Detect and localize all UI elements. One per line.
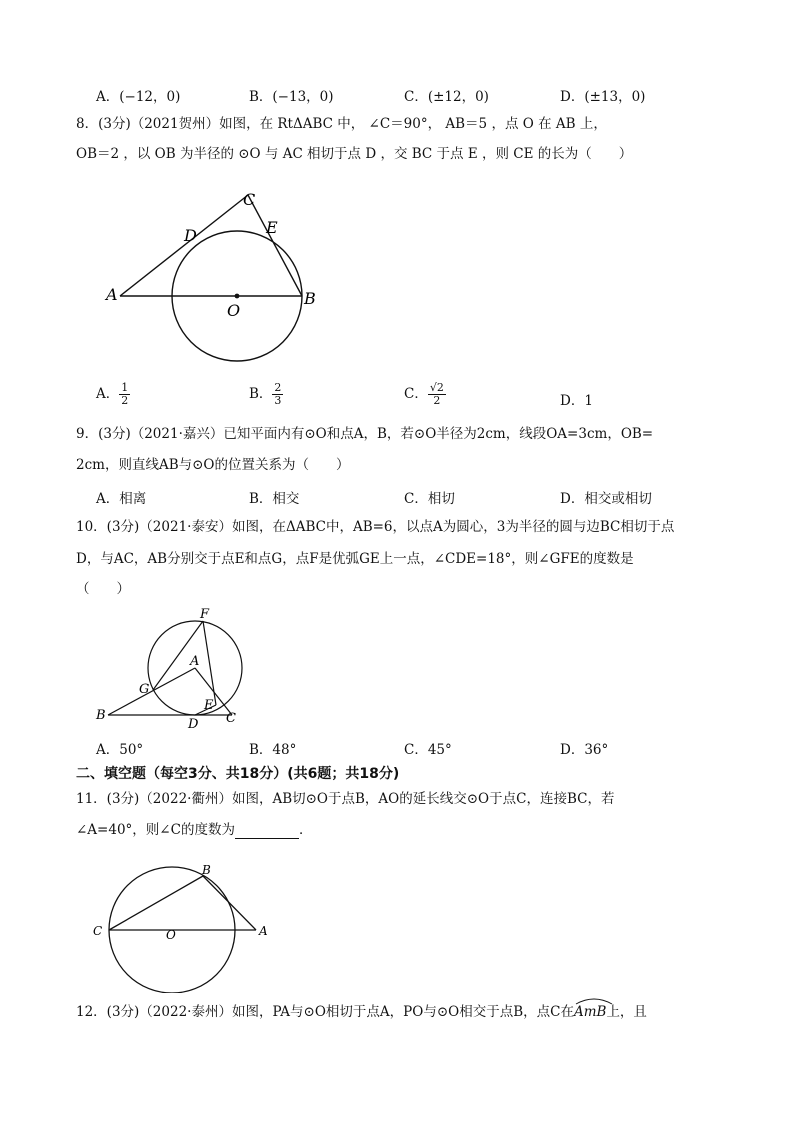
q8-option-a[interactable] — [96, 382, 130, 407]
q10-label-d: D — [188, 717, 199, 732]
q11-label-o: O — [166, 928, 176, 942]
q8-side-bc — [248, 195, 302, 296]
q10-side-ab — [108, 668, 195, 715]
q8-option-c[interactable] — [404, 382, 446, 407]
q10-segment-fe — [203, 621, 216, 705]
q10-stem-line2: D，与AC，AB分别交于点E和点G，点F是优弧GE上一点，∠CDE=18°，则∠GFE的度数是 — [76, 551, 634, 567]
q10-stem-line1: 10．(3分)（2021·泰安）如图，在ΔABC中，AB=6，以点A为圆心，3为半径的圆与边BC相切于点 — [76, 519, 675, 535]
q8-stem-line2: OB＝2 ，以 OB 为半径的 ⊙O 与 AC 相切于点 D ，交 BC 于点 E ，则 CE 的长为（ ） — [76, 146, 633, 162]
q7-option-a[interactable]: A．(−12，0) — [96, 89, 181, 105]
q8-label-o: O — [227, 301, 241, 320]
q12-arc-text: AmB — [573, 1004, 607, 1020]
q12-arc-symbol — [574, 997, 614, 1005]
q8-option-b-denominator: 3 — [274, 394, 282, 407]
q10-label-g: G — [139, 682, 150, 697]
q8-option-d[interactable]: D．1 — [560, 393, 593, 409]
q7-option-c[interactable]: C．(±12，0) — [404, 89, 489, 105]
q8-label-b: B — [304, 289, 316, 308]
q8-label-c: C — [243, 190, 256, 209]
q8-side-ac — [120, 195, 248, 296]
q11-stem-line1: 11．(3分)（2022·衢州）如图，AB切⊙O于点B，AO的延长线交⊙O于点C，连接BC，若 — [76, 791, 615, 807]
q10-label-c: C — [226, 711, 236, 726]
q8-option-b-label: B． — [249, 386, 273, 402]
q8-option-c-numerator: √2 — [429, 381, 444, 394]
q9-option-a[interactable]: A．相离 — [96, 491, 147, 507]
q12-arc-label — [574, 1000, 606, 1021]
q10-option-c[interactable]: C．45° — [404, 742, 452, 758]
q11-label-c: C — [93, 924, 103, 938]
q9-option-b[interactable]: B．相交 — [249, 491, 300, 507]
q8-label-a: A — [106, 285, 118, 304]
q10-stem-line3: （ ） — [76, 581, 130, 597]
q8-option-c-denominator: 2 — [433, 394, 441, 407]
q7-option-d[interactable]: D．(±13，0) — [560, 89, 646, 105]
q8-option-c-label: C． — [404, 386, 428, 402]
q10-label-a: A — [190, 654, 200, 669]
q8-stem-line1: 8．(3分)（2021贺州）如图，在 RtΔABC 中， ∠C＝90°， AB＝5 ，点 O 在 AB 上， — [76, 116, 607, 132]
q11-stem-line2 — [76, 821, 312, 839]
q9-stem-line1: 9．(3分)（2021·嘉兴）已知平面内有⊙O和点A，B，若⊙O半径为2cm，线段OA=3cm，OB= — [76, 426, 654, 442]
q8-option-a-label: A． — [96, 386, 120, 402]
q11-stem-line2-text: ∠A=40°，则∠C的度数为 — [76, 822, 235, 838]
q8-option-a-numerator: 1 — [121, 381, 129, 394]
q10-label-e: E — [204, 698, 214, 713]
q10-label-f: F — [200, 607, 210, 622]
q8-option-a-denominator: 2 — [121, 394, 129, 407]
q9-option-c[interactable]: C．相切 — [404, 491, 455, 507]
q11-segment-cb — [109, 876, 203, 930]
q8-option-a-fraction — [119, 382, 130, 407]
q11-label-b: B — [202, 863, 211, 877]
q8-option-c-fraction — [428, 382, 446, 407]
q8-figure — [100, 185, 340, 370]
q8-label-e: E — [266, 218, 278, 237]
q11-tangent-ab — [203, 876, 256, 930]
q7-option-b[interactable]: B．(−13，0) — [249, 89, 334, 105]
q9-stem-line2: 2cm，则直线AB与⊙O的位置关系为（ ） — [76, 457, 350, 473]
q11-figure — [88, 858, 278, 993]
q8-option-b-fraction — [272, 382, 283, 407]
q12-stem-end: 上，且 — [606, 1004, 647, 1020]
q10-option-a[interactable]: A．50° — [96, 742, 144, 758]
q10-figure — [92, 602, 262, 732]
q8-option-b-numerator: 2 — [274, 381, 282, 394]
q12-stem-line1 — [76, 1000, 647, 1021]
q8-label-d: D — [184, 226, 197, 245]
q9-option-d[interactable]: D．相交或相切 — [560, 491, 652, 507]
q11-stem-line2-end: ． — [298, 822, 313, 838]
q8-option-b[interactable] — [249, 382, 283, 407]
q11-label-a: A — [259, 924, 268, 938]
q8-center-point — [235, 294, 240, 299]
q10-option-b[interactable]: B．48° — [249, 742, 297, 758]
q12-stem-text: 12．(3分)（2022·泰州）如图，PA与⊙O相切于点A，PO与⊙O相交于点B，点C在 — [76, 1004, 574, 1020]
q10-option-d[interactable]: D．36° — [560, 742, 609, 758]
q10-label-b: B — [96, 708, 106, 723]
section-2-title: 二、填空题（每空3分、共18分）(共6题；共18分) — [76, 766, 400, 782]
q11-answer-blank[interactable] — [235, 824, 299, 839]
